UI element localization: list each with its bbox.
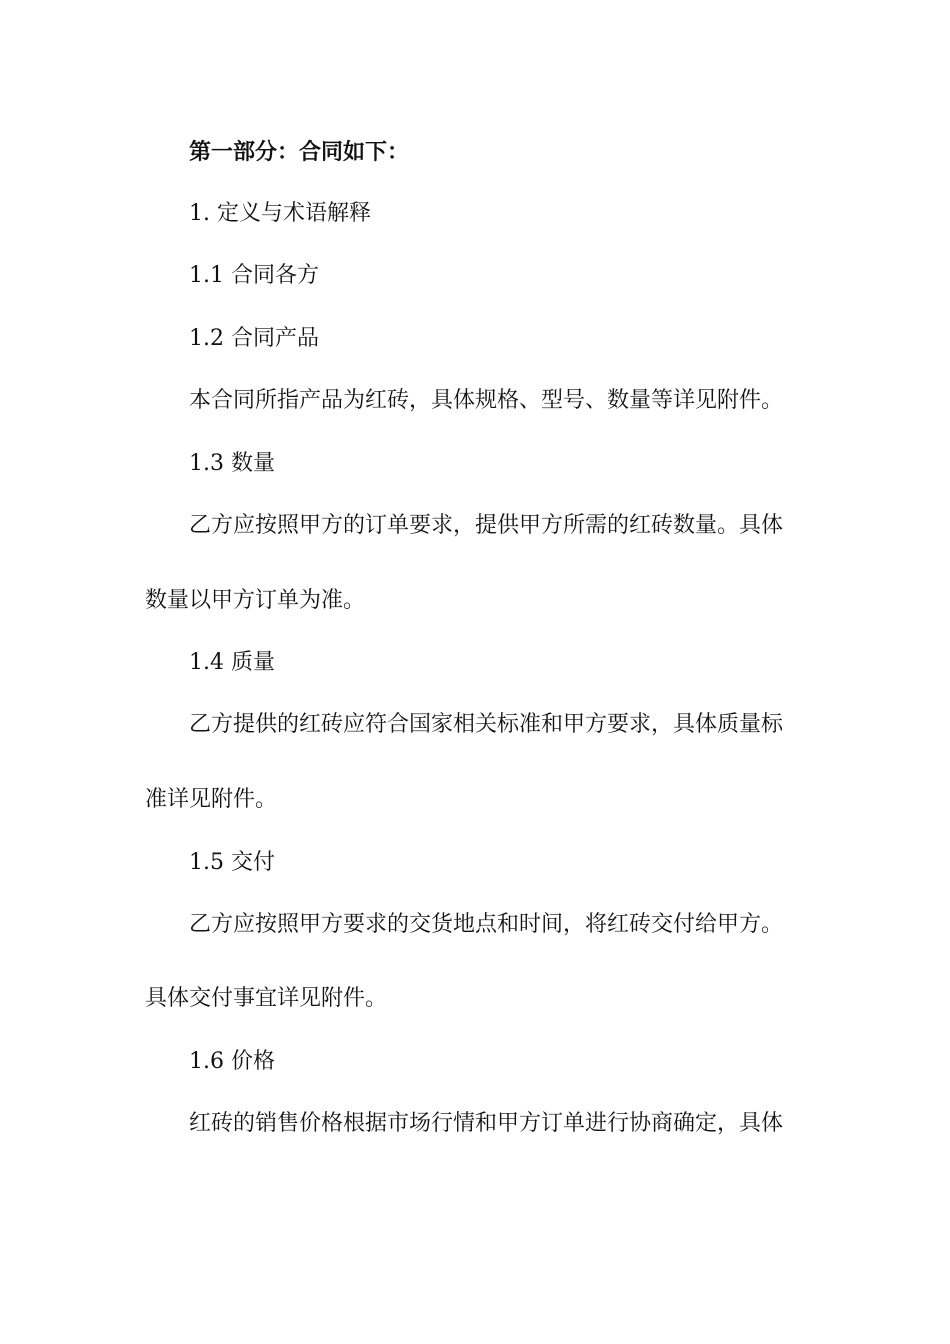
section-1-5-paragraph-line-2: 具体交付事宜详见附件。 [145, 986, 388, 1011]
section-1-4-title: 1.4 质量 [189, 650, 275, 675]
section-1-6-paragraph-line-1: 红砖的销售价格根据市场行情和甲方订单进行协商确定，具体 [189, 1111, 784, 1136]
section-1-title: 1. 定义与术语解释 [189, 201, 371, 226]
section-1-3-paragraph-line-2: 数量以甲方订单为准。 [145, 588, 366, 613]
part-heading: 第一部分：合同如下： [189, 139, 410, 165]
section-1-6-title: 1.6 价格 [189, 1049, 275, 1074]
section-1-5-paragraph-line-1: 乙方应按照甲方要求的交货地点和时间，将红砖交付给甲方。 [189, 912, 784, 937]
section-1-1-title: 1.1 合同各方 [189, 263, 319, 288]
section-1-4-paragraph-line-1: 乙方提供的红砖应符合国家相关标准和甲方要求，具体质量标 [189, 712, 784, 737]
section-1-3-title: 1.3 数量 [189, 451, 275, 476]
section-1-3-paragraph-line-1: 乙方应按照甲方的订单要求，提供甲方所需的红砖数量。具体 [189, 513, 784, 538]
section-1-5-title: 1.5 交付 [189, 850, 275, 875]
section-1-2-title: 1.2 合同产品 [189, 326, 319, 351]
section-1-2-paragraph-line-1: 本合同所指产品为红砖，具体规格、型号、数量等详见附件。 [189, 388, 784, 413]
section-1-4-paragraph-line-2: 准详见附件。 [145, 787, 278, 812]
